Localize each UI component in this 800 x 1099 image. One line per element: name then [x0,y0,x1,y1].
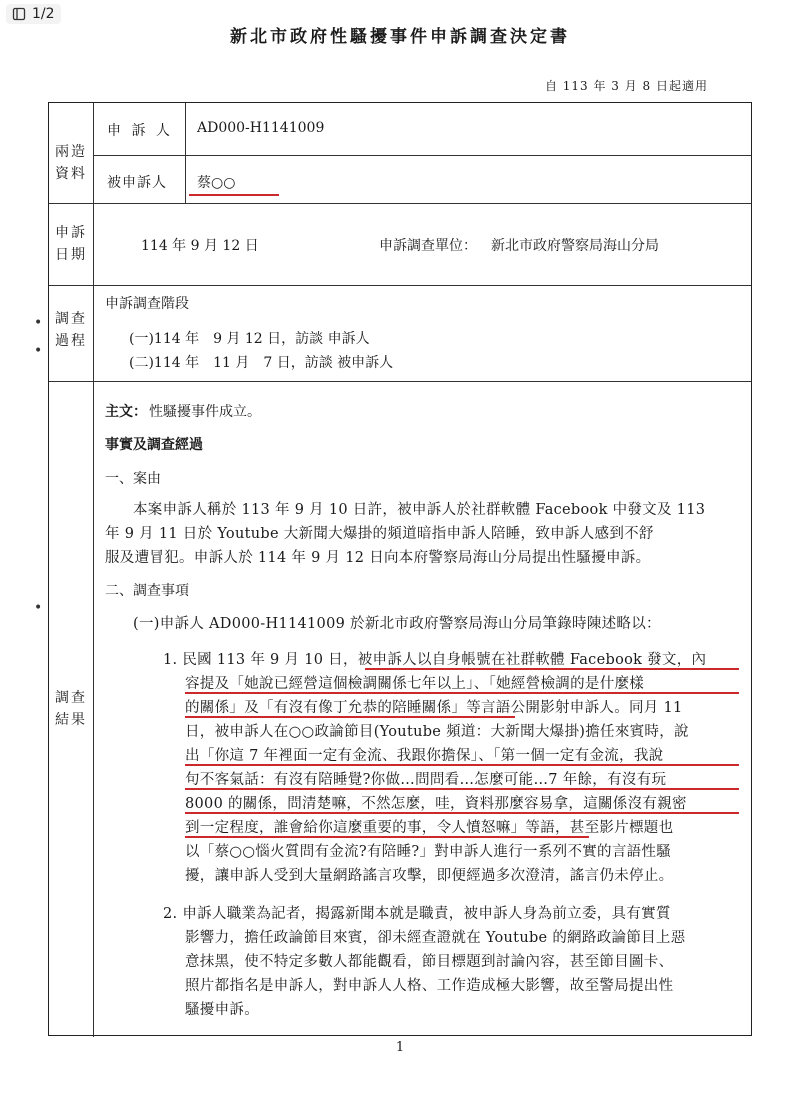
process-item: (二)114 年 11 月 7 日，訪談 被申訴人 [129,355,394,371]
point1-line: 8000 的關係，問清楚嘛，不然怎麼，哇，資料那麼容易拿，這關係沒有親密 [185,796,687,812]
annotation-underline [189,194,279,196]
point1-line: 擾，讓申訴人受到大量網路謠言攻擊，即便經過多次澄清，謠言仍未停止。 [185,868,674,884]
investigation-unit-value: 新北市政府警察局海山分局 [491,238,659,254]
case-line: 服及遭冒犯。申訴人於 114 年 9 月 12 日向本府警察局海山分局提出性騷擾申訴。 [105,550,651,566]
annotation-underline [185,836,589,838]
stage-title: 申訴調查階段 [105,296,189,312]
main-text-label: 主文： [105,404,147,420]
row-divider [93,155,751,156]
page-indicator-text: 1/2 [32,6,55,22]
decision-form-table [48,102,752,1036]
annotation-underline [185,764,739,766]
effective-date-note: 自 113 年 3 月 8 日起適用 [544,79,708,93]
point2-line: 照片都指名是申訴人，對申訴人人格、工作造成極大影響，故至警局提出性 [185,978,674,994]
point1-line: 到一定程度，誰會給你這麼重要的事，令人憤怒嘛」等語，甚至影片標題也 [185,820,674,836]
point2-line: 騷擾申訴。 [185,1002,259,1018]
filing-date: 114 年 9 月 12 日 [141,238,259,254]
point1-line: 句不客氣話：有沒有陪睡覺?你做…問問看…怎麼可能…7 年餘，有沒有玩 [185,772,667,788]
parties-section-label: 兩造資料 [55,144,87,182]
filing-section-label: 申訴日期 [55,225,87,263]
annotation-underline [185,812,739,814]
document-title: 新北市政府性騷擾事件申訴調查決定書 [230,27,570,47]
point2-line: 2. 申訴人職業為記者，揭露新聞本就是職責，被申訴人身為前立委，具有實質 [163,906,671,922]
facts-heading: 事實及調查經過 [105,437,203,453]
complainant-label: 申 訴 人 [107,123,173,139]
point1-line: 日，被申訴人在○○政論節目(Youtube 頻道：大新聞大爆掛)擔任來賓時，說 [185,724,689,740]
document-pages-icon [12,7,26,21]
page-indicator[interactable] [6,4,61,24]
annotation-underline [185,716,515,718]
items-heading: 二、調查事項 [105,583,189,599]
row-divider [49,203,751,204]
results-section-label: 調查結果 [55,690,87,728]
point1-line: 的關係」及「有沒有像丁允恭的陪睡關係」等言語公開影射申訴人。同月 11 [185,700,683,716]
annotation-underline [365,668,739,670]
row-divider [49,285,751,286]
case-line: 年 9 月 11 日於 Youtube 大新聞大爆掛的頻道暗指申訴人陪睡，致申訴人感到不舒 [105,526,654,542]
margin-mark: • [34,343,43,359]
column-divider [93,103,94,1037]
point1-line: 出「你這 7 年裡面一定有金流、我跟你擔保」、「第一個一定有金流，我說 [185,748,664,764]
point2-line: 影響力，擔任政論節目來賓，卻未經查證就在 Youtube 的網路政論節目上惡 [185,930,686,946]
margin-mark: • [34,600,43,616]
process-item: (一)114 年 9 月 12 日，訪談 申訴人 [129,331,370,347]
point1-line: 容提及「她說已經營這個檢調關係七年以上」、「她經營檢調的是什麼樣 [185,676,645,692]
point1-line: 1. 民國 113 年 9 月 10 日，被申訴人以自身帳號在社群軟體 Facebook 發文，內 [163,652,707,668]
page-number: 1 [395,1040,405,1055]
main-text-value: 性騷擾事件成立。 [149,404,261,420]
margin-mark: • [34,315,43,331]
point1-line: 以「蔡○○惱火質問有金流?有陪睡?」對申訴人進行一系列不實的言語性騷 [185,844,672,860]
statement-intro: (一)申訴人 AD000-H1141009 於新北市政府警察局海山分局筆錄時陳述略以： [133,616,661,632]
case-line: 本案申訴人稱於 113 年 9 月 10 日許，被申訴人於社群軟體 Facebook 中發文及 113 [133,502,706,518]
annotation-underline [185,692,739,694]
case-heading: 一、案由 [105,471,161,487]
column-divider [185,103,186,203]
respondent-label: 被申訴人 [107,175,167,191]
row-divider [49,381,751,382]
annotation-underline [185,788,739,790]
respondent-value: 蔡○○ [197,175,236,191]
point2-line: 意抹黑，使不特定多數人都能觀看，節目標題到討論內容，甚至節目圖卡、 [185,954,674,970]
investigation-unit-label: 申訴調查單位： [379,238,477,254]
complainant-value: AD000-H1141009 [197,120,325,136]
process-section-label: 調查過程 [55,311,87,349]
